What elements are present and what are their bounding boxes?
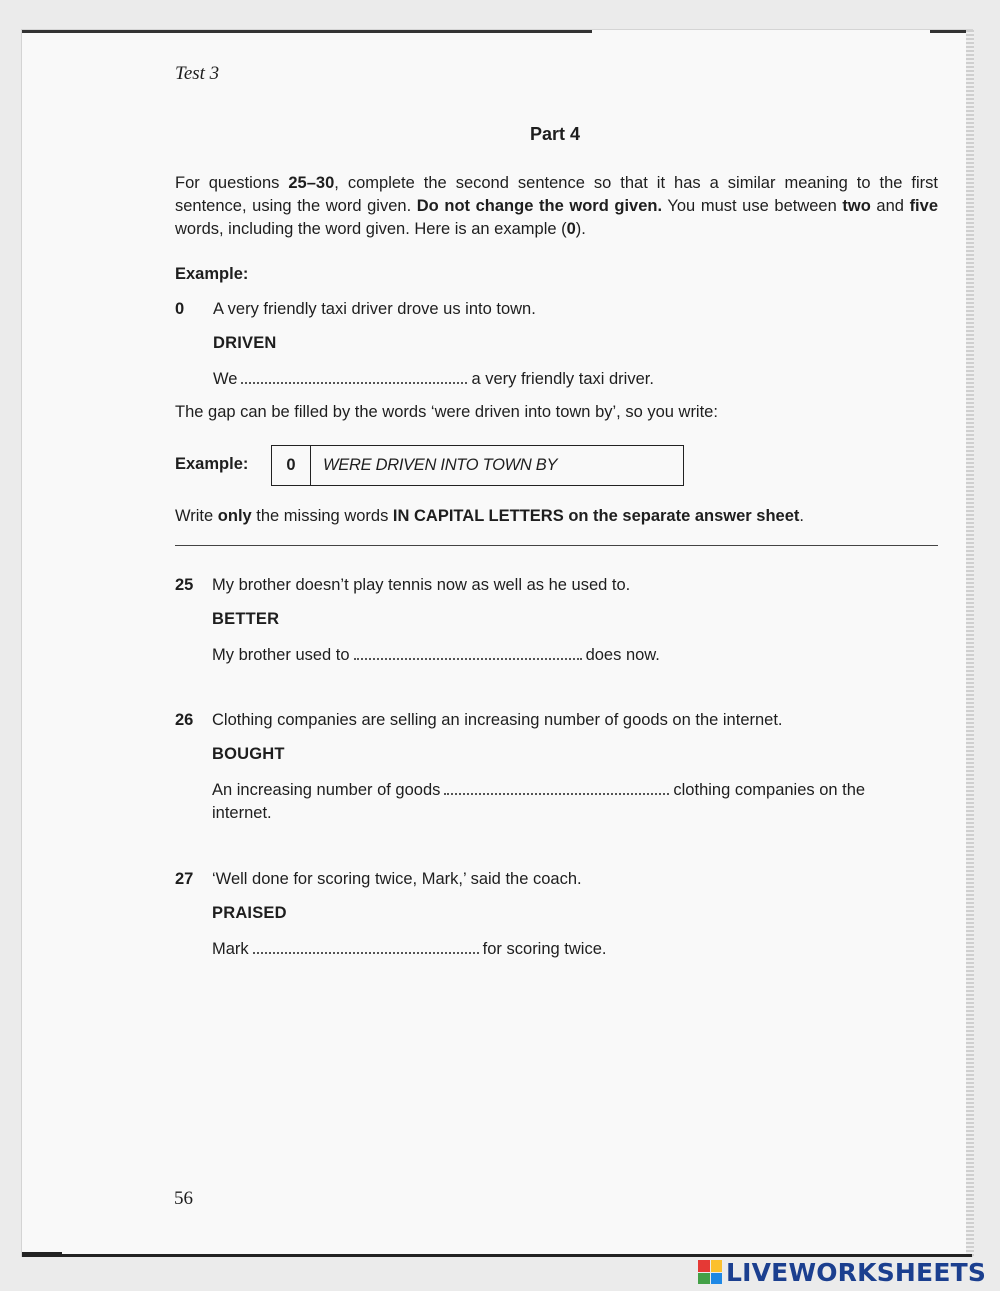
liveworksheets-logo-icon	[698, 1260, 722, 1284]
question-26-answer-gap[interactable]	[444, 792, 669, 795]
question-26-number: 26	[175, 711, 194, 729]
example-number: 0	[175, 300, 185, 318]
instructions-bold: 25–30	[288, 174, 335, 192]
example-explanation: The gap can be filled by the words ‘were driven into town by’, so you write:	[175, 403, 718, 421]
gap-before: My brother used to	[212, 646, 350, 664]
question-25-answer-gap[interactable]	[354, 657, 582, 660]
question-27-sentence: ‘Well done for scoring twice, Mark,’ said the coach.	[212, 870, 582, 888]
gap-dots	[241, 381, 467, 384]
question-25-sentence: My brother doesn’t play tennis now as well as he used to.	[212, 576, 631, 594]
question-26-sentence: Clothing companies are selling an increasing number of goods on the internet.	[212, 711, 783, 729]
watermark-text: LIVEWORKSHEETS	[726, 1257, 987, 1287]
example-heading: Example:	[175, 265, 249, 283]
question-25-gap-line[interactable]	[212, 644, 660, 667]
gap-after: for scoring twice.	[482, 940, 607, 958]
question-25-number: 25	[175, 576, 194, 594]
gap-after: does now.	[585, 646, 660, 664]
instructions-text: ).	[575, 220, 586, 238]
liveworksheets-watermark	[698, 1257, 986, 1287]
instructions-text: You must use between	[662, 197, 843, 215]
instructions-text: , complete the second sentence so that it has a similar meaning to the first sentence, using the word given.	[175, 174, 938, 215]
example-answer-box	[271, 445, 684, 486]
logo-square-red	[698, 1260, 710, 1272]
page-bottom-border-mark	[22, 1252, 62, 1257]
page-right-edge	[966, 30, 974, 1256]
running-head: Test 3	[175, 63, 220, 84]
instructions-bold: two	[842, 197, 871, 215]
question-27-keyword: PRAISED	[212, 904, 287, 922]
question-27-number: 27	[175, 870, 194, 888]
write-note-text: the missing words	[251, 507, 393, 525]
example-box-number: 0	[272, 446, 311, 485]
question-25-keyword: BETTER	[212, 610, 280, 628]
write-note-bold: IN CAPITAL LETTERS on the separate answer sheet	[392, 507, 800, 525]
question-26-gap-line[interactable]	[212, 779, 865, 802]
gap-before: Mark	[212, 940, 249, 958]
example-gap-line	[213, 368, 654, 391]
gap-after: clothing companies on the	[673, 781, 866, 799]
instructions-text: words, including the word given. Here is an example (	[175, 220, 567, 238]
question-26-keyword: BOUGHT	[212, 745, 285, 763]
write-note	[175, 507, 804, 526]
question-27-answer-gap[interactable]	[253, 951, 479, 954]
write-note-text: Write	[175, 507, 218, 525]
page-number: 56	[174, 1188, 193, 1209]
instructions-text: For questions	[175, 174, 289, 192]
part-title: Part 4	[529, 124, 581, 144]
instructions	[175, 172, 938, 241]
instructions-text: and	[870, 197, 910, 215]
example-sentence: A very friendly taxi driver drove us into town.	[213, 300, 536, 318]
write-note-text: .	[799, 507, 804, 525]
gap-after: a very friendly taxi driver.	[471, 370, 654, 388]
instructions-bold: Do not change the word given.	[416, 197, 663, 215]
example-box-label: Example:	[175, 455, 249, 473]
question-26-continuation: internet.	[212, 804, 272, 822]
write-note-bold: only	[217, 507, 252, 525]
question-27-gap-line[interactable]	[212, 938, 606, 961]
logo-square-green	[698, 1273, 710, 1285]
section-divider	[175, 545, 938, 546]
instructions-bold: 0	[566, 220, 576, 238]
example-keyword: DRIVEN	[213, 334, 277, 352]
gap-before: An increasing number of goods	[212, 781, 441, 799]
logo-square-yellow	[711, 1260, 723, 1272]
example-box-answer: WERE DRIVEN INTO TOWN BY	[323, 456, 558, 474]
instructions-bold: five	[909, 197, 938, 215]
logo-square-blue	[711, 1273, 723, 1285]
gap-before: We	[213, 370, 238, 388]
page-top-border	[22, 30, 592, 33]
